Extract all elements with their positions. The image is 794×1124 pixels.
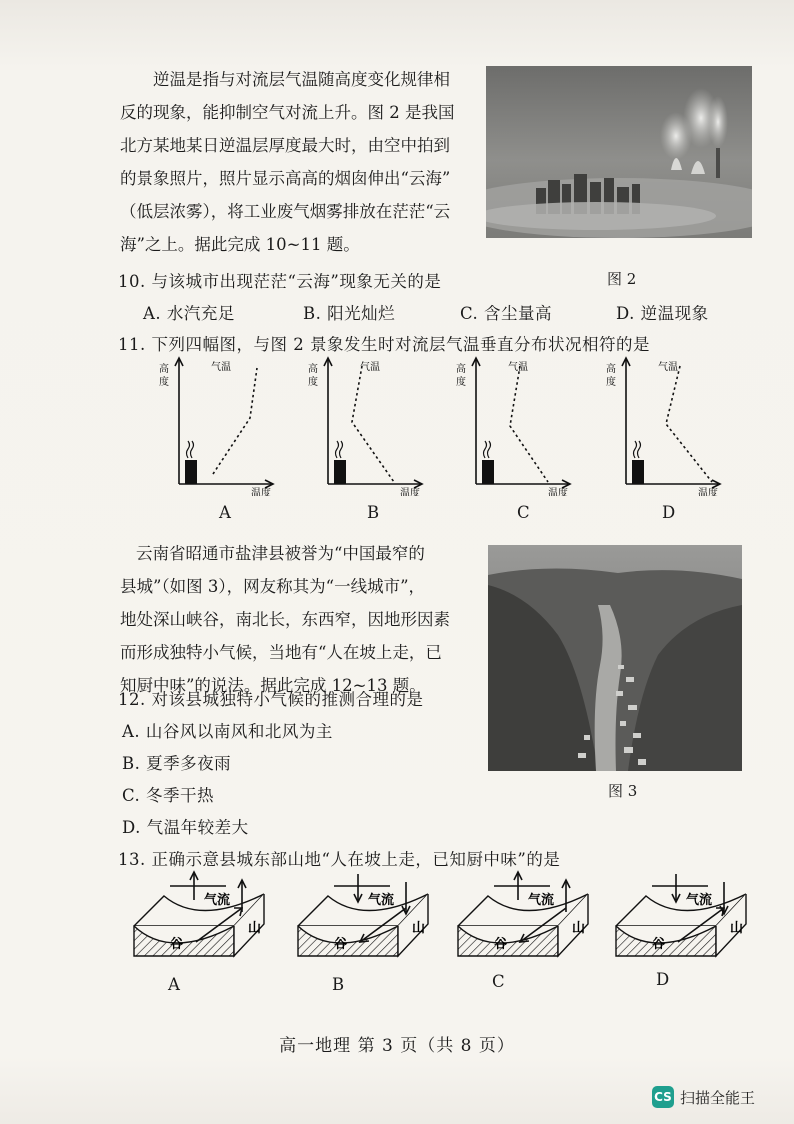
q12-option-d: D. 气温年较差大 [122,818,249,837]
airflow-label: 气流 [686,893,713,908]
x-axis-label: 温度 [698,488,718,496]
q11-letter-a: A [219,503,232,522]
figure-3-photo [488,545,742,771]
chimney-icon [632,460,644,484]
x-axis-label: 温度 [251,488,271,496]
q11-chart-d [602,356,732,496]
svg-text:度: 度 [308,377,318,388]
q12-option-a: A. 山谷风以南风和北风为主 [122,722,333,741]
camscanner-logo-icon: CS [652,1086,674,1108]
passage-line: 地处深山峡谷，南北长，东西窄，因地形因素 [120,610,450,629]
passage-line: 逆温是指与对流层气温随高度变化规律相 [153,70,450,89]
airflow-label: 气流 [528,893,555,908]
q11-chart-b [304,356,434,496]
passage-line: 反的现象，能抑制空气对流上升。图 2 是我国 [120,103,455,122]
q13-letter-a: A [168,975,181,994]
svg-text:度: 度 [606,377,616,388]
question-12-stem: 12. 对该县城独特小气候的推测合理的是 [118,690,424,709]
airflow-label: 气流 [204,893,231,908]
scanner-watermark [652,1086,755,1108]
svg-text:度: 度 [456,377,466,388]
curve-label: 气温 [508,362,528,373]
passage-line: 知厨中味”的说法。据此完成 12~13 题。 [120,676,426,695]
question-13-stem: 13. 正确示意县城东部山地“人在坡上走，已知厨中味”的是 [118,850,561,869]
q12-option-c: C. 冬季干热 [122,786,215,805]
q12-option-b: B. 夏季多夜雨 [122,754,232,773]
y-axis-label: 高 [456,364,466,375]
q13-diagram-d [612,868,764,968]
y-axis-label: 高 [308,364,318,375]
mountain-label: 山 [572,921,586,936]
curve-label: 气温 [211,362,231,373]
q11-letter-b: B [367,503,380,522]
q11-letter-c: C [517,503,531,522]
passage-line: 北方某地某日逆温层厚度最大时，由空中拍到 [120,136,450,155]
question-10-stem: 10. 与该城市出现茫茫“云海”现象无关的是 [118,272,442,291]
valley-label: 谷 [170,937,184,952]
q13-letter-b: B [332,975,345,994]
page-footer: 高一地理 第 3 页（共 8 页） [279,1036,515,1056]
passage-line: 的景象照片，照片显示高高的烟囱伸出“云海” [120,169,451,188]
airflow-label: 气流 [368,893,395,908]
passage-line: 云南省昭通市盐津县被誉为“中国最窄的 [136,544,425,563]
passage-inversion [120,63,483,261]
svg-text:度: 度 [159,377,169,388]
passage-line: 海”之上。据此完成 10~11 题。 [120,235,360,254]
y-axis-label: 高 [606,364,616,375]
q10-option-b: B. 阳光灿烂 [303,304,396,323]
curve-label: 气温 [360,362,380,373]
passage-yanjin [120,537,480,702]
passage-line: 县城”（如图 3），网友称其为“一线城市”， [120,577,426,596]
mountain-label: 山 [730,921,744,936]
q10-option-d: D. 逆温现象 [616,304,709,323]
curve-label: 气温 [658,362,678,373]
passage-line: 而形成独特小气候，当地有“人在坡上走，已 [120,643,442,662]
q11-chart-c [452,356,582,496]
valley-label: 谷 [494,937,508,952]
q13-diagram-c [454,868,606,968]
x-axis-label: 温度 [400,488,420,496]
mountain-label: 山 [412,921,426,936]
figure-3-caption: 图 3 [608,782,638,800]
chimney-icon [185,460,197,484]
q13-letter-c: C [492,972,506,991]
q11-chart-a [155,356,285,496]
q11-letter-d: D [662,503,676,522]
watermark-text: 扫描全能王 [680,1088,756,1107]
q10-option-c: C. 含尘量高 [460,304,553,323]
figure-2-photo [486,66,752,238]
mountain-label: 山 [248,921,262,936]
q13-letter-d: D [656,970,670,989]
q13-diagram-a [130,868,282,968]
valley-label: 谷 [334,937,348,952]
x-axis-label: 温度 [548,488,568,496]
q13-diagram-b [294,868,446,968]
chimney-icon [482,460,494,484]
q10-option-a: A. 水汽充足 [143,304,235,323]
passage-line: （低层浓雾），将工业废气烟雾排放在茫茫“云 [120,202,451,221]
chimney-icon [334,460,346,484]
y-axis-label: 高 [159,364,169,375]
valley-label: 谷 [652,937,666,952]
figure-2-caption: 图 2 [607,270,637,288]
question-11-stem: 11. 下列四幅图，与图 2 景象发生时对流层气温垂直分布状况相符的是 [118,335,650,354]
